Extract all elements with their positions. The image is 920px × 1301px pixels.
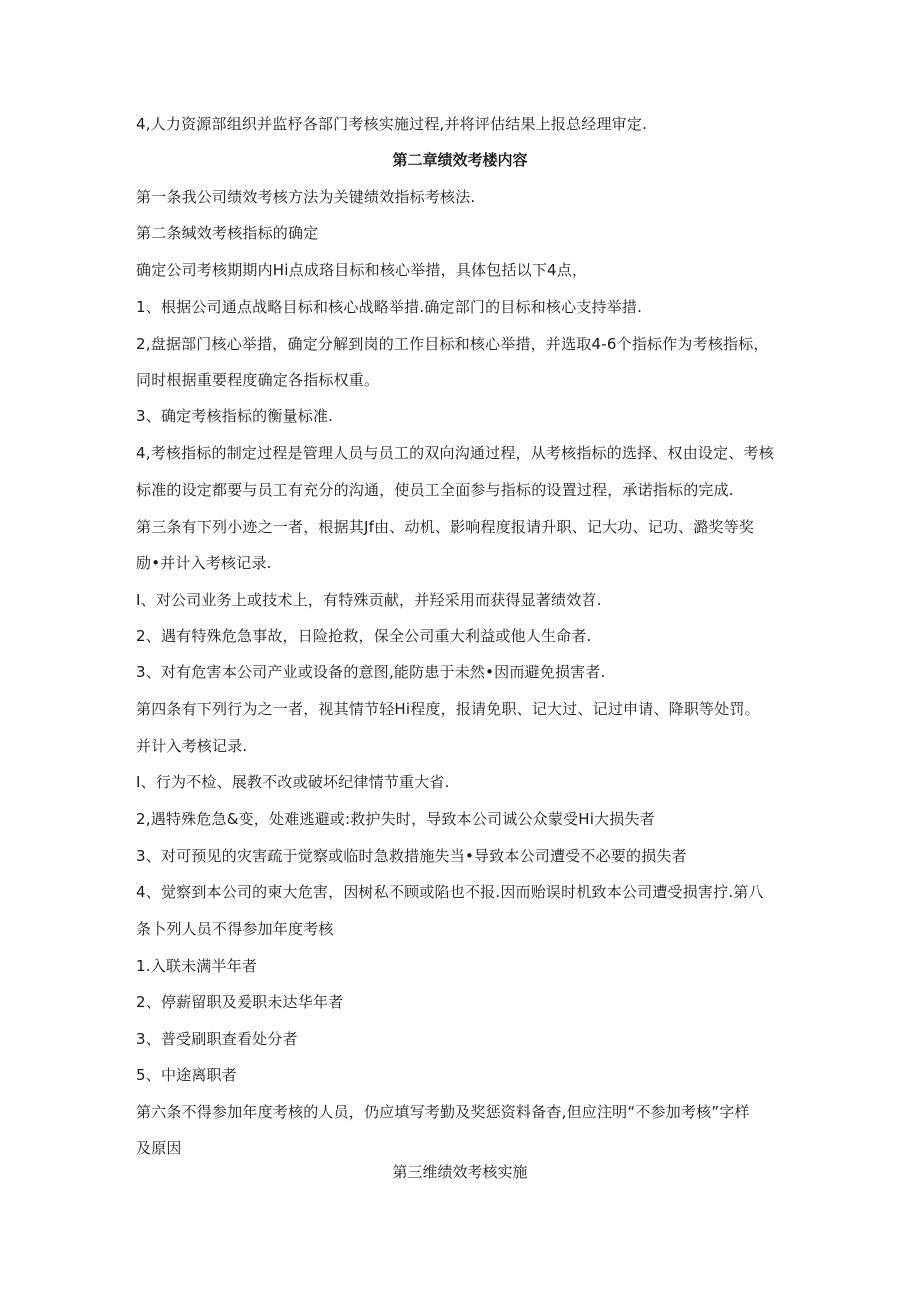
paragraph-line: I、行为不检、展教不改或破坏纪律情节重大省. (136, 773, 450, 791)
paragraph-line: 4,考核指标的制定过程是管理人员与员工的双向沟通过程，从考核指标的选择、权由设定、考核 (136, 444, 774, 462)
paragraph-line: 2,盘据部门核心举措，确定分解到岗的工作目标和核心举措，并选取4-6个指标作为考核指标， (136, 335, 769, 353)
paragraph-line: 第一条我公司绩效考核方法为关键绩效指标考核法. (136, 188, 476, 206)
paragraph-line: 1.入联未满半年者 (136, 957, 258, 975)
paragraph-line: 3、对有危害本公司产业或设备的意图,能防患于未然•因而避免损害者. (136, 663, 606, 681)
paragraph-line: 条卜列人员不得参加年度考核 (136, 920, 334, 938)
paragraph-line: 2、遇有特殊危急事故，日险抢救，保全公司重大利益或他人生命者. (136, 627, 592, 645)
paragraph-line: 及原因 (136, 1139, 182, 1157)
paragraph-line: I、对公司业务上或技术上，有特殊贡献，并羟采用而获得显著绩效苕. (136, 591, 602, 609)
chapter-heading: 第二章绩效考楼内容 (392, 151, 528, 169)
paragraph-line: 第六条不得参加年度考核的人员，仍应填写考勤及奖惩资料备杳,但应注明“不参加考核”字样 (136, 1103, 750, 1121)
paragraph-line: 4、觉察到本公司的柬大危害，因树私不顾或陷也不报.因而贻误时机致本公司遭受损害拧.第八 (136, 883, 764, 901)
paragraph-line: 确定公司考核期期内Hi点成珞目标和核心举措，具体包括以下4点， (136, 261, 588, 279)
paragraph-line: 标准的设定都要与员工有充分的沟通，使员工全面参与指标的设置过程，承诺指标的完成. (136, 481, 734, 499)
paragraph-line: 3、确定考核指标的衡量标准. (136, 407, 334, 425)
paragraph-line: 3、对可预见的灾害疏于觉察或临时急救措施失当•导致本公司遭受不必要的损失者 (136, 847, 687, 865)
paragraph-line: 2、停薪留职及爰职未达华年者 (136, 993, 344, 1011)
paragraph-line: 并计入考核记录. (136, 737, 248, 755)
paragraph-line: 第四条有下列行为之一者，视其情节轻Hi程度，报请免职、记大过、记过申请、降职等处罚。 (136, 700, 760, 718)
paragraph-line: 第二条缄效考核指标的确定 (136, 224, 319, 242)
paragraph-line: 2,遇特殊危急&变，处难逃避或:救护失时，导致本公司诚公众蒙受Hi大损失者 (136, 810, 655, 828)
paragraph-line: 4,人力资源部组织并监杼各部门考核实施过程,并将评估结果上报总经理审定. (136, 115, 648, 133)
chapter-heading: 第三维绩效考核实施 (392, 1163, 528, 1181)
paragraph-line: 1、根据公司通点战略目标和核心战略举措.确定部门的目标和核心支持举措. (136, 298, 643, 316)
paragraph-line: 3、普受刷职查看处分者 (136, 1030, 298, 1048)
paragraph-line: 5、中途离职者 (136, 1066, 237, 1084)
paragraph-line: 同时根据重要程度确定各指标权重。 (136, 371, 380, 389)
paragraph-line: 励•并计入考核记录. (136, 554, 272, 572)
paragraph-line: 第三条有下列小迹之一者，根据其Jf由、动机、影响程度报请升职、记大功、记功、潞奖等奖 (136, 518, 755, 536)
